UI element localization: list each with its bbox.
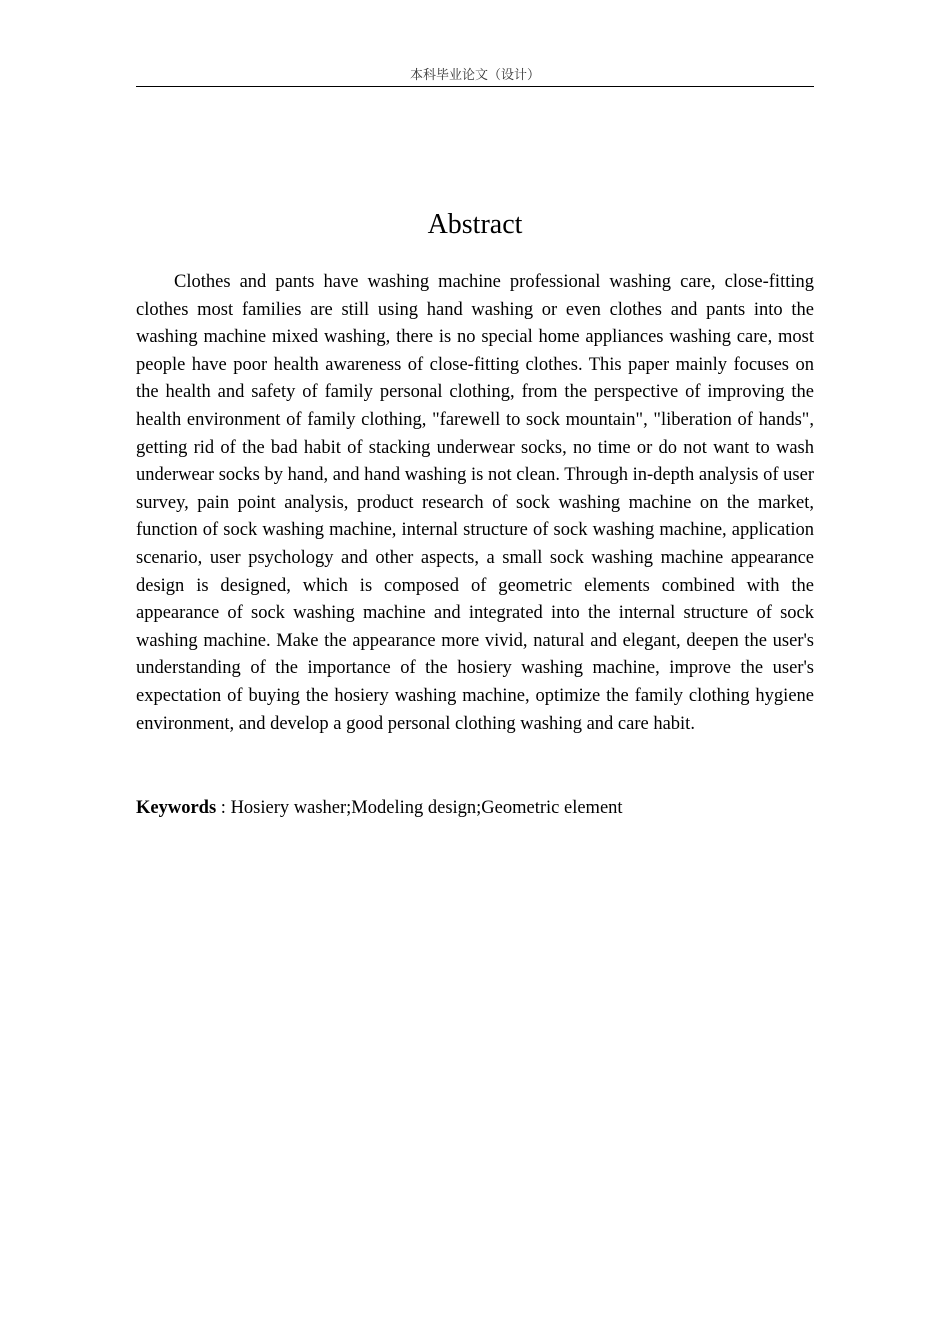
keywords-line <box>136 794 814 822</box>
keywords-label: Keywords <box>136 798 217 818</box>
abstract-body: Clothes and pants have washing machine professional washing care, close-fitting clothes most families are still using hand washing or even clothes and pants into the washing machine mixed washing, there is no special home appliances washing care, most people have poor health awareness of close-fitting clothes. This paper mainly focuses on the health and safety of family personal clothing, from the perspective of improving the health environment of family clothing, "farewell to sock mountain", "liberation of hands", getting rid of the bad habit of stacking underwear socks, no time or do not want to wash underwear socks by hand, and hand washing is not clean. Through in-depth analysis of user survey, pain point analysis, product research of sock washing machine on the market, function of sock washing machine, internal structure of sock washing machine, application scenario, user psychology and other aspects, a small sock washing machine appearance design is designed, which is composed of geometric elements combined with the appearance of sock washing machine and integrated into the internal structure of sock washing machine. Make the appearance more vivid, natural and elegant, deepen the user's understanding of the importance of the hosiery washing machine, improve the user's expectation of buying the hosiery washing machine, optimize the family clothing hygiene environment, and develop a good personal clothing washing and care habit. <box>136 272 814 734</box>
keywords-value: Hosiery washer;Modeling design;Geometric element <box>230 798 623 818</box>
abstract-title: Abstract <box>427 209 523 240</box>
keywords-separator: : <box>216 798 231 818</box>
page-header <box>136 66 814 87</box>
running-title: 本科毕业论文（设计） <box>409 68 540 83</box>
